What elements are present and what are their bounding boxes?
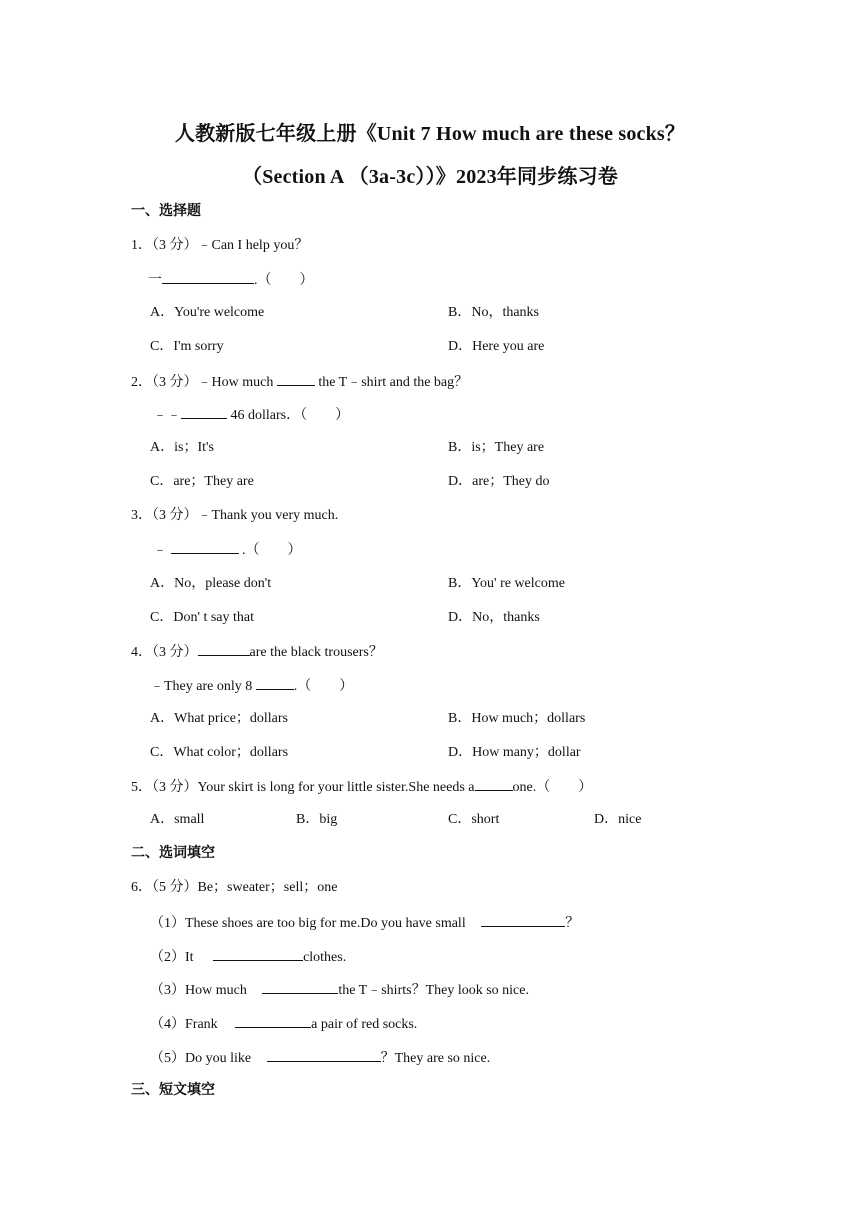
section-heading-word-fill: 二、选词填空	[131, 846, 215, 861]
item-suffix: clothes.	[303, 950, 347, 965]
answer-blank	[213, 946, 303, 961]
question-4-reply	[150, 675, 353, 697]
answer-blank	[256, 675, 294, 690]
section-heading-passage-fill: 三、短文填空	[131, 1083, 215, 1098]
question-5-option-d: D．nice	[594, 812, 642, 827]
question-3-reply	[153, 539, 302, 561]
question-6-stem: 6．（5 分）Be；sweater；sell；one	[131, 880, 338, 895]
item-prefix: （3）How much	[150, 983, 251, 998]
question-2-option-d: D．are；They do	[448, 474, 550, 489]
question-3-option-d: D．No，thanks	[448, 610, 540, 625]
reply-prefix: 一	[148, 273, 162, 288]
question-4-option-d: D．How many；dollar	[448, 745, 581, 760]
question-6-item-4	[150, 1013, 417, 1035]
document-title-line-1: 人教新版七年级上册《Unit 7 How much are these socks？	[174, 123, 686, 145]
question-2-option-c: C．are；They are	[150, 474, 254, 489]
item-prefix: （4）Frank	[150, 1017, 222, 1032]
reply-suffix: 46 dollars．（ ）	[227, 408, 350, 423]
question-2-option-a: A．is；It's	[150, 440, 214, 455]
item-suffix: a pair of red socks.	[311, 1017, 418, 1032]
question-1-reply	[148, 269, 314, 291]
reply-suffix: .（ ）	[238, 543, 302, 558]
question-4-stem	[131, 641, 383, 663]
reply-prefix: ﹣They are only 8	[150, 679, 256, 694]
stem-suffix: are the black trousers？	[249, 645, 383, 660]
answer-blank	[198, 641, 250, 656]
item-prefix: （2）It	[150, 950, 198, 965]
answer-blank	[262, 979, 338, 994]
answer-blank	[277, 371, 315, 386]
reply-prefix: ﹣	[153, 543, 171, 558]
question-4-option-b: B．How much；dollars	[448, 711, 586, 726]
question-3-option-c: C．Don' t say that	[150, 610, 255, 625]
question-6-item-3	[150, 979, 529, 1001]
stem-suffix: one.（ ）	[512, 780, 593, 795]
item-suffix: the T﹣shirts？They look so nice.	[338, 983, 529, 998]
answer-blank	[267, 1047, 381, 1062]
stem-prefix: 4．（3 分）	[131, 645, 198, 660]
question-3-stem: 3．（3 分）﹣Thank you very much.	[131, 508, 339, 523]
answer-blank	[235, 1013, 311, 1028]
question-3-option-a: A．No，please don't	[150, 576, 272, 591]
question-2-stem	[131, 371, 468, 393]
question-6-item-5	[150, 1047, 490, 1069]
reply-suffix: .（ ）	[254, 273, 314, 288]
reply-prefix: ﹣﹣	[153, 408, 181, 423]
answer-blank	[162, 269, 254, 284]
question-1-option-c: C．I'm sorry	[150, 339, 224, 354]
question-4-option-a: A．What price；dollars	[150, 711, 289, 726]
question-5-stem	[131, 776, 592, 798]
question-4-option-c: C．What color；dollars	[150, 745, 289, 760]
answer-blank	[181, 404, 227, 419]
answer-blank	[171, 539, 239, 554]
answer-blank	[481, 912, 565, 927]
question-1-option-b: B．No，thanks	[448, 305, 539, 320]
question-1-option-d: D．Here you are	[448, 339, 545, 354]
question-6-item-2	[150, 946, 346, 968]
item-prefix: （1）These shoes are too big for me.Do you have small	[150, 916, 470, 931]
answer-blank	[475, 776, 513, 791]
question-5-option-b: B．big	[296, 812, 338, 827]
question-2-option-b: B．is；They are	[448, 440, 545, 455]
question-1-stem: 1．（3 分）﹣Can I help you？	[131, 238, 309, 253]
item-prefix: （5）Do you like	[150, 1051, 255, 1066]
question-1-option-a: A．You're welcome	[150, 305, 265, 320]
question-6-item-1	[150, 912, 579, 934]
question-2-reply	[153, 404, 349, 426]
question-3-option-b: B．You' re welcome	[448, 576, 565, 591]
stem-prefix: 5．（3 分）Your skirt is long for your little sister.She needs a	[131, 780, 475, 795]
item-suffix: ？They are so nice.	[380, 1051, 491, 1066]
reply-suffix: .（ ）	[293, 679, 354, 694]
item-suffix: ？	[565, 916, 580, 931]
document-title-line-2: （Section A （3a-3c））》2023年同步练习卷	[242, 166, 618, 188]
question-5-option-c: C．short	[448, 812, 500, 827]
question-5-option-a: A．small	[150, 812, 205, 827]
stem-prefix: 2．（3 分）﹣How much	[131, 375, 277, 390]
section-heading-multiple-choice: 一、选择题	[131, 204, 201, 219]
stem-suffix: the T﹣shirt and the bag？	[314, 375, 469, 390]
